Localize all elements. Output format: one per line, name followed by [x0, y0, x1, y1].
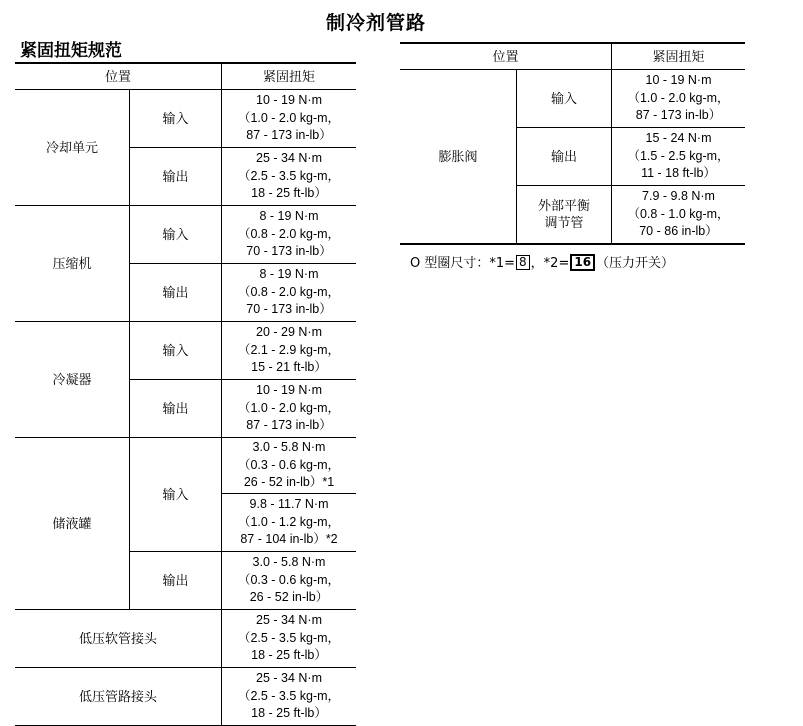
torque-cell — [222, 322, 357, 380]
torque-cell — [222, 380, 357, 438]
torque-cell — [612, 128, 746, 186]
direction-cell: 输入 — [130, 322, 222, 380]
o-ring-note — [410, 252, 674, 271]
table-row — [15, 610, 356, 668]
torque-line: （2.1 - 2.9 kg-m， — [237, 342, 341, 357]
torque-cell — [222, 206, 357, 264]
torque-line: 70 - 173 in-lb） — [246, 244, 332, 259]
torque-cell — [222, 610, 357, 668]
section-title: 紧固扭矩规范 — [20, 41, 122, 61]
o-ring-size-badge: 16 — [570, 254, 595, 271]
torque-line: 26 - 52 in-lb） — [249, 590, 329, 605]
torque-cell — [612, 70, 746, 128]
table-row — [400, 70, 745, 128]
torque-line: （1.0 - 1.2 kg-m， — [237, 514, 341, 529]
torque-line: 18 - 25 ft-lb） — [251, 186, 327, 201]
torque-line: 10 - 19 N·m — [645, 73, 712, 88]
header-location: 位置 — [400, 43, 612, 70]
note-prefix: O 型圈尺寸：*1= — [410, 256, 516, 271]
torque-table-right — [400, 42, 745, 245]
note-middle: ，*2= — [530, 256, 570, 271]
torque-line: 3.0 - 5.8 N·m — [252, 555, 326, 570]
direction-cell: 输入 — [130, 438, 222, 552]
torque-cell — [222, 494, 357, 552]
torque-line: 15 - 24 N·m — [645, 131, 712, 146]
location-cell: 压缩机 — [15, 206, 130, 322]
torque-cell — [222, 668, 357, 726]
torque-line: 18 - 25 ft-lb） — [251, 706, 327, 721]
torque-cell — [222, 438, 357, 494]
torque-line: （1.0 - 2.0 kg-m， — [627, 90, 730, 105]
direction-line: 调节管 — [544, 215, 584, 231]
torque-line: （0.3 - 0.6 kg-m， — [237, 572, 341, 587]
direction-line: 外部平衡 — [537, 197, 590, 213]
torque-line: 10 - 19 N·m — [256, 93, 322, 108]
table-header-row — [400, 43, 745, 70]
torque-line: （1.0 - 2.0 kg-m， — [237, 110, 341, 125]
torque-line: （0.8 - 1.0 kg-m， — [627, 206, 730, 221]
location-cell: 冷凝器 — [15, 322, 130, 438]
torque-line: （2.5 - 3.5 kg-m， — [237, 168, 341, 183]
direction-cell: 输入 — [517, 70, 612, 128]
o-ring-size-badge: 8 — [516, 255, 530, 270]
direction-cell: 输入 — [130, 90, 222, 148]
table-row — [15, 90, 356, 148]
location-cell: 膨胀阀 — [400, 70, 517, 244]
direction-cell: 输出 — [130, 264, 222, 322]
header-location: 位置 — [15, 63, 222, 90]
direction-cell: 输出 — [517, 128, 612, 186]
header-torque: 紧固扭矩 — [222, 63, 357, 90]
location-cell: 储液罐 — [15, 438, 130, 610]
torque-line: （1.0 - 2.0 kg-m， — [237, 400, 341, 415]
torque-cell — [612, 186, 746, 244]
torque-table-left — [15, 62, 356, 726]
torque-line: 18 - 25 ft-lb） — [251, 648, 327, 663]
torque-cell — [222, 552, 357, 610]
torque-line: 87 - 173 in-lb） — [635, 108, 722, 123]
torque-line: 3.0 - 5.8 N·m — [252, 440, 326, 455]
torque-line: 20 - 29 N·m — [256, 325, 322, 340]
torque-line: 25 - 34 N·m — [256, 613, 322, 628]
direction-cell: 输出 — [130, 380, 222, 438]
torque-line: 26 - 52 in-lb）*1 — [243, 475, 335, 490]
table-row — [15, 668, 356, 726]
torque-line: 25 - 34 N·m — [256, 151, 322, 166]
torque-line: （1.5 - 2.5 kg-m， — [627, 148, 730, 163]
table-row — [15, 438, 356, 494]
location-cell: 低压管路接头 — [15, 668, 222, 726]
table-header-row — [15, 63, 356, 90]
torque-line: 25 - 34 N·m — [256, 671, 322, 686]
torque-line: （2.5 - 3.5 kg-m， — [237, 688, 341, 703]
torque-line: 87 - 173 in-lb） — [246, 128, 332, 143]
torque-line: 8 - 19 N·m — [259, 209, 319, 224]
table-row — [15, 322, 356, 380]
torque-line: （0.3 - 0.6 kg-m， — [237, 457, 341, 472]
direction-cell: 输入 — [130, 206, 222, 264]
torque-line: 7.9 - 9.8 N·m — [642, 189, 715, 203]
direction-cell — [517, 186, 612, 244]
torque-line: 8 - 19 N·m — [259, 267, 319, 282]
torque-line: 87 - 173 in-lb） — [246, 418, 332, 433]
torque-line: 10 - 19 N·m — [256, 383, 322, 398]
torque-line: （2.5 - 3.5 kg-m， — [237, 630, 341, 645]
location-cell: 冷却单元 — [15, 90, 130, 206]
torque-line: 11 - 18 ft-lb） — [641, 166, 716, 181]
torque-line: （0.8 - 2.0 kg-m， — [237, 284, 341, 299]
torque-line: 70 - 173 in-lb） — [246, 302, 332, 317]
direction-cell: 输出 — [130, 552, 222, 610]
table-row — [15, 206, 356, 264]
direction-cell: 输出 — [130, 148, 222, 206]
torque-line: 15 - 21 ft-lb） — [251, 360, 327, 375]
header-torque: 紧固扭矩 — [612, 43, 746, 70]
torque-cell — [222, 148, 357, 206]
torque-line: 70 - 86 in-lb） — [639, 224, 718, 238]
location-cell: 低压软管接头 — [15, 610, 222, 668]
torque-line: 9.8 - 11.7 N·m — [249, 497, 329, 512]
note-suffix: （压力开关） — [596, 256, 675, 271]
torque-cell — [222, 264, 357, 322]
torque-cell — [222, 90, 357, 148]
page-title: 制冷剂管路 — [325, 12, 426, 34]
torque-line: （0.8 - 2.0 kg-m， — [237, 226, 341, 241]
torque-line: 87 - 104 in-lb）*2 — [240, 532, 338, 547]
